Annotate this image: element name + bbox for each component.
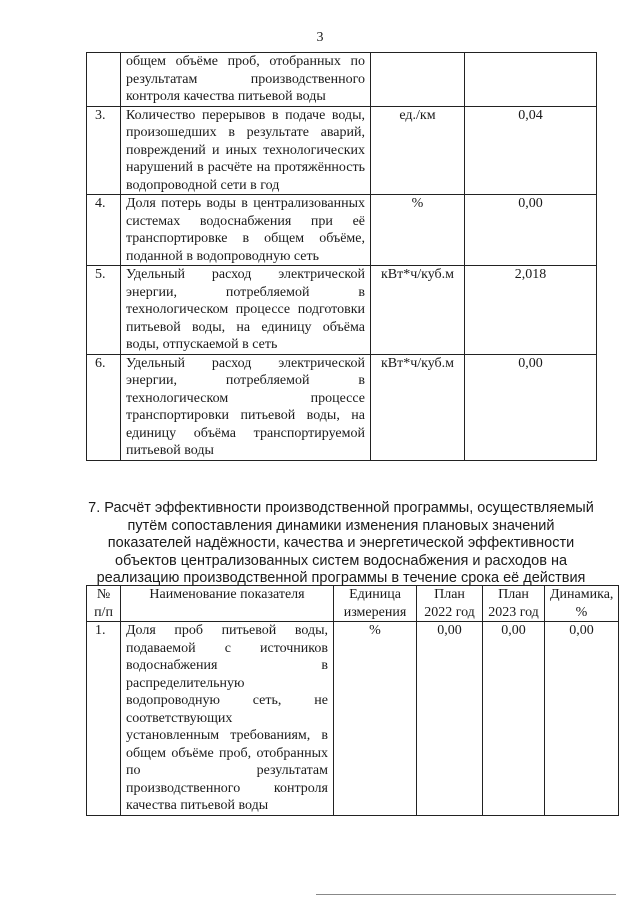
table-row [87,53,597,107]
row-number: 4. [87,195,121,266]
table-row [87,266,597,355]
indicator-unit: % [334,622,417,816]
section-7-heading: 7. Расчёт эффективности производственной программы, осуществляемый путём сопоставления динамики изменения плановых значений показателей надёжности, качества и энергетической эффективности объектов централизованных систем водоснабжения и расходов на реализацию производственной программы в течение срока её действия [88,500,594,586]
header-unit: Единица измерения [334,586,417,622]
indicator-value: 0,00 [465,195,597,266]
indicator-name: Удельный расход электрической энергии, потребляемой в технологическом процессе подготовки питьевой воды, на единицу объёма воды, отпускаемой в сеть [121,266,371,355]
indicator-name: Удельный расход электрической энергии, потребляемой в технологическом процессе транспортировки питьевой воды, на единицу объёма транспортируемой питьевой воды [121,354,371,460]
header-name: Наименование показателя [121,586,334,622]
indicator-unit: кВт*ч/куб.м [371,354,465,460]
table-row [87,354,597,460]
plan-2022-value: 0,00 [417,622,483,816]
indicator-value: 2,018 [465,266,597,355]
row-number [87,53,121,107]
footer-divider [316,894,616,895]
efficiency-table [86,585,619,816]
indicator-unit [371,53,465,107]
indicator-unit: ед./км [371,106,465,195]
table-row [87,106,597,195]
indicator-name: Количество перерывов в подаче воды, произошедших в результате аварий, повреждений и иных технологических нарушений в расчёте на протяжённость водопроводной сети в год [121,106,371,195]
indicator-name: общем объёме проб, отобранных по результатам производственного контроля качества питьевой воды [121,53,371,107]
header-dynamics: Динамика, % [545,586,619,622]
indicator-name: Доля потерь воды в централизованных системах водоснабжения при её транспортировке в общем объёме, поданной в водопроводную сеть [121,195,371,266]
table-row [87,195,597,266]
header-plan-2023: План 2023 год [483,586,545,622]
indicator-value [465,53,597,107]
indicators-table [86,52,597,461]
row-number: 1. [87,622,121,816]
header-num: № п/п [87,586,121,622]
indicator-unit: кВт*ч/куб.м [371,266,465,355]
indicator-value: 0,04 [465,106,597,195]
indicator-value: 0,00 [465,354,597,460]
row-number: 3. [87,106,121,195]
plan-2023-value: 0,00 [483,622,545,816]
indicator-name: Доля проб питьевой воды, подаваемой с источников водоснабжения в распределительную водопроводную сеть, не соответствующих установленным требованиям, в общем объёме проб, отобранных по результатам производственного контроля качества питьевой воды [121,622,334,816]
row-number: 6. [87,354,121,460]
header-plan-2022: План 2022 год [417,586,483,622]
table-row [87,622,619,816]
page-number: 3 [316,30,324,45]
table-header-row [87,586,619,622]
row-number: 5. [87,266,121,355]
indicator-unit: % [371,195,465,266]
dynamics-value: 0,00 [545,622,619,816]
